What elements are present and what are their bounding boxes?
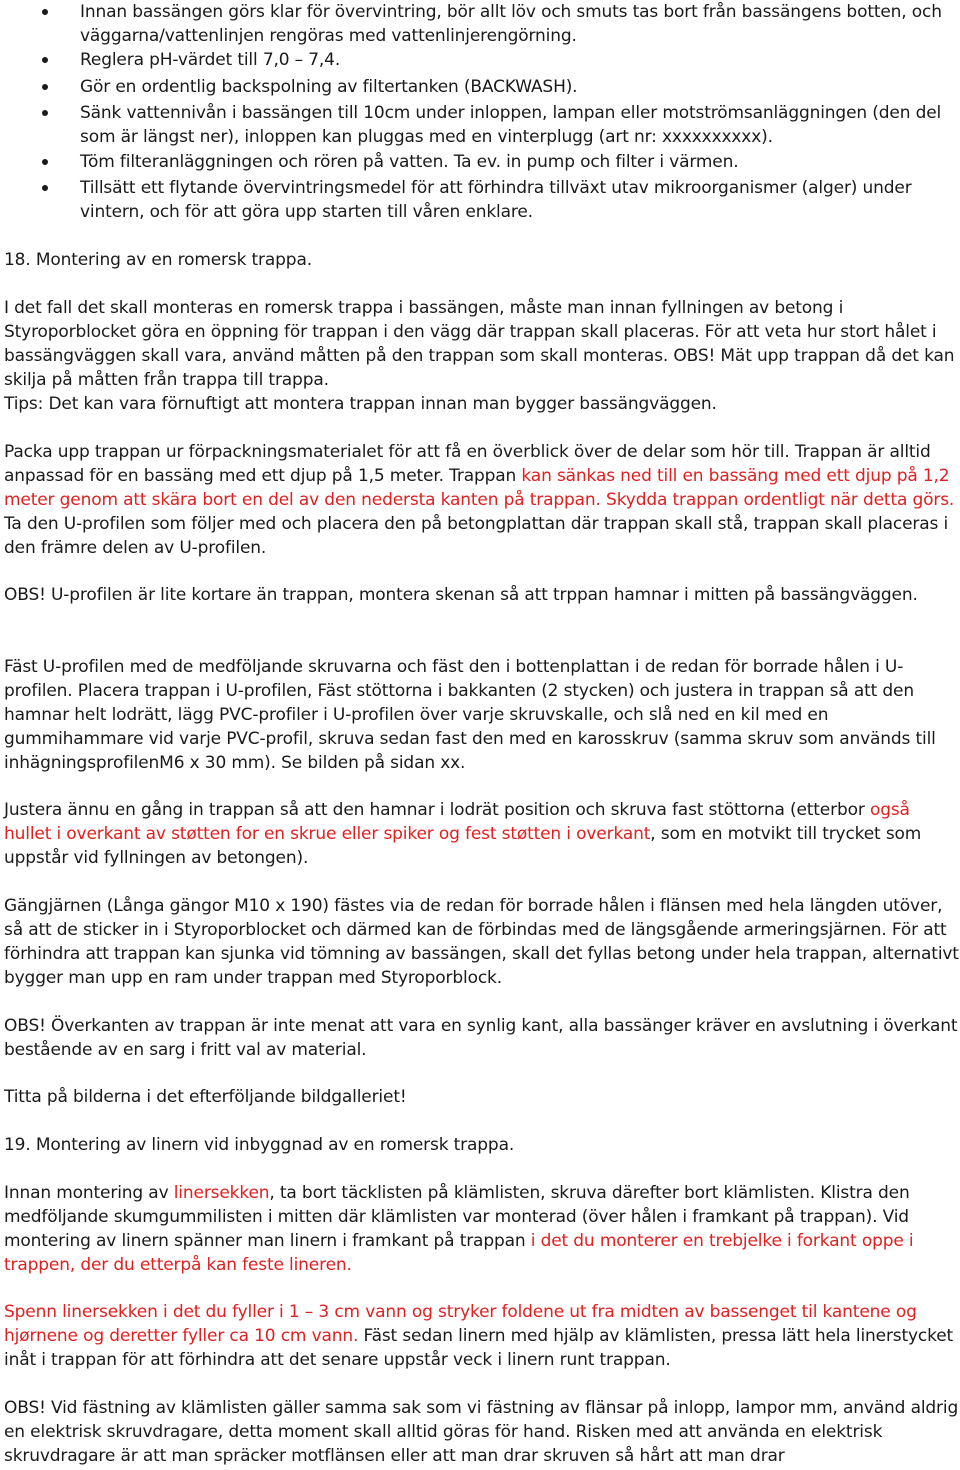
highlighted-text: Spenn linersekken i det du fyller i 1 – 3 cm vann og stryker foldene ut fra midten av bassenget til kantene og hjørnene og deretter fyller ca 10 cm vann.	[4, 1302, 917, 1346]
highlighted-text: kan sänkas ned till en bassäng med ett djup på 1,2 meter genom att skära bort en del av den nedersta kanten på trappan. Skydda trappan ordentligt när detta görs.	[4, 466, 955, 510]
section19-paragraph-tension: Spenn linersekken i det du fyller i 1 – 3 cm vann og stryker foldene ut fra midten av bassenget til kantene og hjørnene og deretter fyller ca 10 cm vann. Fäst sedan linern med hjälp av klämlisten, pressa lätt hela linerstycket inåt i trappan för att förhindra att det senare uppstår veck i linern runt trappan.	[4, 1302, 954, 1370]
list-item: Töm filteranläggningen och rören på vatten. Ta ev. in pump och filter i värmen.	[0, 150, 960, 174]
section-heading-18: 18. Montering av en romersk trappa.	[4, 250, 312, 270]
section18-gallery-note: Titta på bilderna i det efterföljande bildgalleriet!	[4, 1087, 407, 1107]
section18-tip: Tips: Det kan vara förnuftigt att montera trappan innan man bygger bassängväggen.	[4, 394, 717, 414]
section18-paragraph-fasten: Fäst U-profilen med de medföljande skruvarna och fäst den i bottenplattan i de redan för borrade hålen i U-profilen. Placera trappan i U-profilen, Fäst stöttorna i bakkanten (2 stycken) och justera in trappan så att den hamnar helt lodrätt, lägg PVC-profiler i U-profilen över varje skruvskalle, och slå ned en kil med en gummihammare vid varje PVC-profil, skruva sedan fast den med en karosskruv (samma skruv som används till inhägningsprofilenM6 x 30 mm). Se bilden på sidan xx.	[4, 657, 936, 773]
section18-paragraph-threads: Gängjärnen (Långa gängor M10 x 190) fästes via de redan för borrade hålen i flänsen med hela längden utöver, så att de sticker in i Styroporblocket och därmed kan de förbindas med de längsgående armeringsjärnen. För att förhindra att trappan kan sjunka vid tömning av bassängen, skall det fyllas betong under hela trappan, alternativt bygger man upp en ram under trappan med Styroporblock.	[4, 896, 959, 988]
bullet-icon	[42, 84, 48, 90]
section18-obs-edge: OBS! Överkanten av trappan är inte menat att vara en synlig kant, alla bassänger kräver en avslutning i överkant bestående av en sarg i fritt val av material.	[4, 1016, 958, 1060]
section-heading-19: 19. Montering av linern vid inbyggnad av en romersk trappa.	[4, 1135, 515, 1155]
highlighted-text: også hullet i overkant av støtten for en skrue eller spiker og fest støtten i overkant	[4, 800, 910, 844]
section18-paragraph-opening: I det fall det skall monteras en romersk trappa i bassängen, måste man innan fyllningen av betong i Styroporblocket göra en öppning för trappan i den vägg där trappan skall placeras. För att veta hur stort hålet i bassängväggen skall vara, använd måtten på den trappan som skall monteras. OBS! Mät upp trappan då det kan skilja på måtten från trappa till trappa.	[4, 298, 955, 390]
list-item: Tillsätt ett flytande övervintringsmedel för att förhindra tillväxt utav mikroorganismer (alger) under vintern, och för att göra upp starten till våren enklare.	[0, 176, 960, 224]
list-item: Reglera pH-värdet till 7,0 – 7,4.	[0, 48, 960, 72]
section19-paragraph-mounting: Innan montering av linersekken, ta bort täcklisten på klämlisten, skruva därefter bort klämlisten. Klistra den medföljande skumgummilisten i mitten där klämlisten var monterad (över hålen i framkant på trappan). Vid montering av linern spänner man linern i framkant på trappan i det du monterer en trebjelke i forkant oppe i trappen, der du etterpå kan feste lineren.	[4, 1183, 914, 1275]
section18-obs-uprofile: OBS! U-profilen är lite kortare än trappan, montera skenan så att trppan hamnar i mitten på bassängväggen.	[4, 585, 918, 605]
list-item: Sänk vattennivån i bassängen till 10cm under inloppen, lampan eller motströmsanläggningen (den del som är längst ner), inloppen kan pluggas med en vinterplugg (art nr: xxxxxxxxxx).	[0, 101, 960, 149]
bullet-icon	[42, 57, 48, 63]
list-item: Innan bassängen görs klar för övervintring, bör allt löv och smuts tas bort från bassängens botten, och väggarna/vattenlinjen rengöras med vattenlinjerengörning.	[0, 0, 960, 48]
section19-obs-clamp: OBS! Vid fästning av klämlisten gäller samma sak som vi fästning av flänsar på inlopp, lampor mm, använd aldrig en elektrisk skruvdragare, detta moment skall alltid göras för hand. Risken med att använda en elektrisk skruvdragare är att man spräcker motflänsen eller att man drar skruven så hårt att man drar	[4, 1398, 959, 1466]
highlighted-text: linersekken	[173, 1183, 270, 1203]
bullet-icon	[42, 110, 48, 116]
highlighted-text: i det du monterer en trebjelke i forkant oppe i trappen, der du etterpå kan feste lineren.	[4, 1231, 914, 1275]
bullet-icon	[42, 185, 48, 191]
bullet-icon	[42, 159, 48, 165]
section18-paragraph-unpack: Packa upp trappan ur förpackningsmaterialet för att få en överblick över de delar som hör till. Trappan är alltid anpassad för en bassäng med ett djup på 1,5 meter. Trappan kan sänkas ned till en bassäng med ett djup på 1,2 meter genom att skära bort en del av den nedersta kanten på trappan. Skydda trappan ordentligt när detta görs. Ta den U-profilen som följer med och placera den på betongplattan där trappan skall stå, trappan skall placeras i den främre delen av U-profilen.	[4, 442, 955, 558]
section18-paragraph-adjust: Justera ännu en gång in trappan så att den hamnar i lodrät position och skruva fast stöttorna (etterbor også hullet i overkant av støtten for en skrue eller spiker og fest støtten i overkant, som en motvikt till trycket som uppstår vid fyllningen av betongen).	[4, 800, 922, 868]
bullet-icon	[42, 9, 48, 15]
list-item: Gör en ordentlig backspolning av filtertanken (BACKWASH).	[0, 75, 960, 99]
